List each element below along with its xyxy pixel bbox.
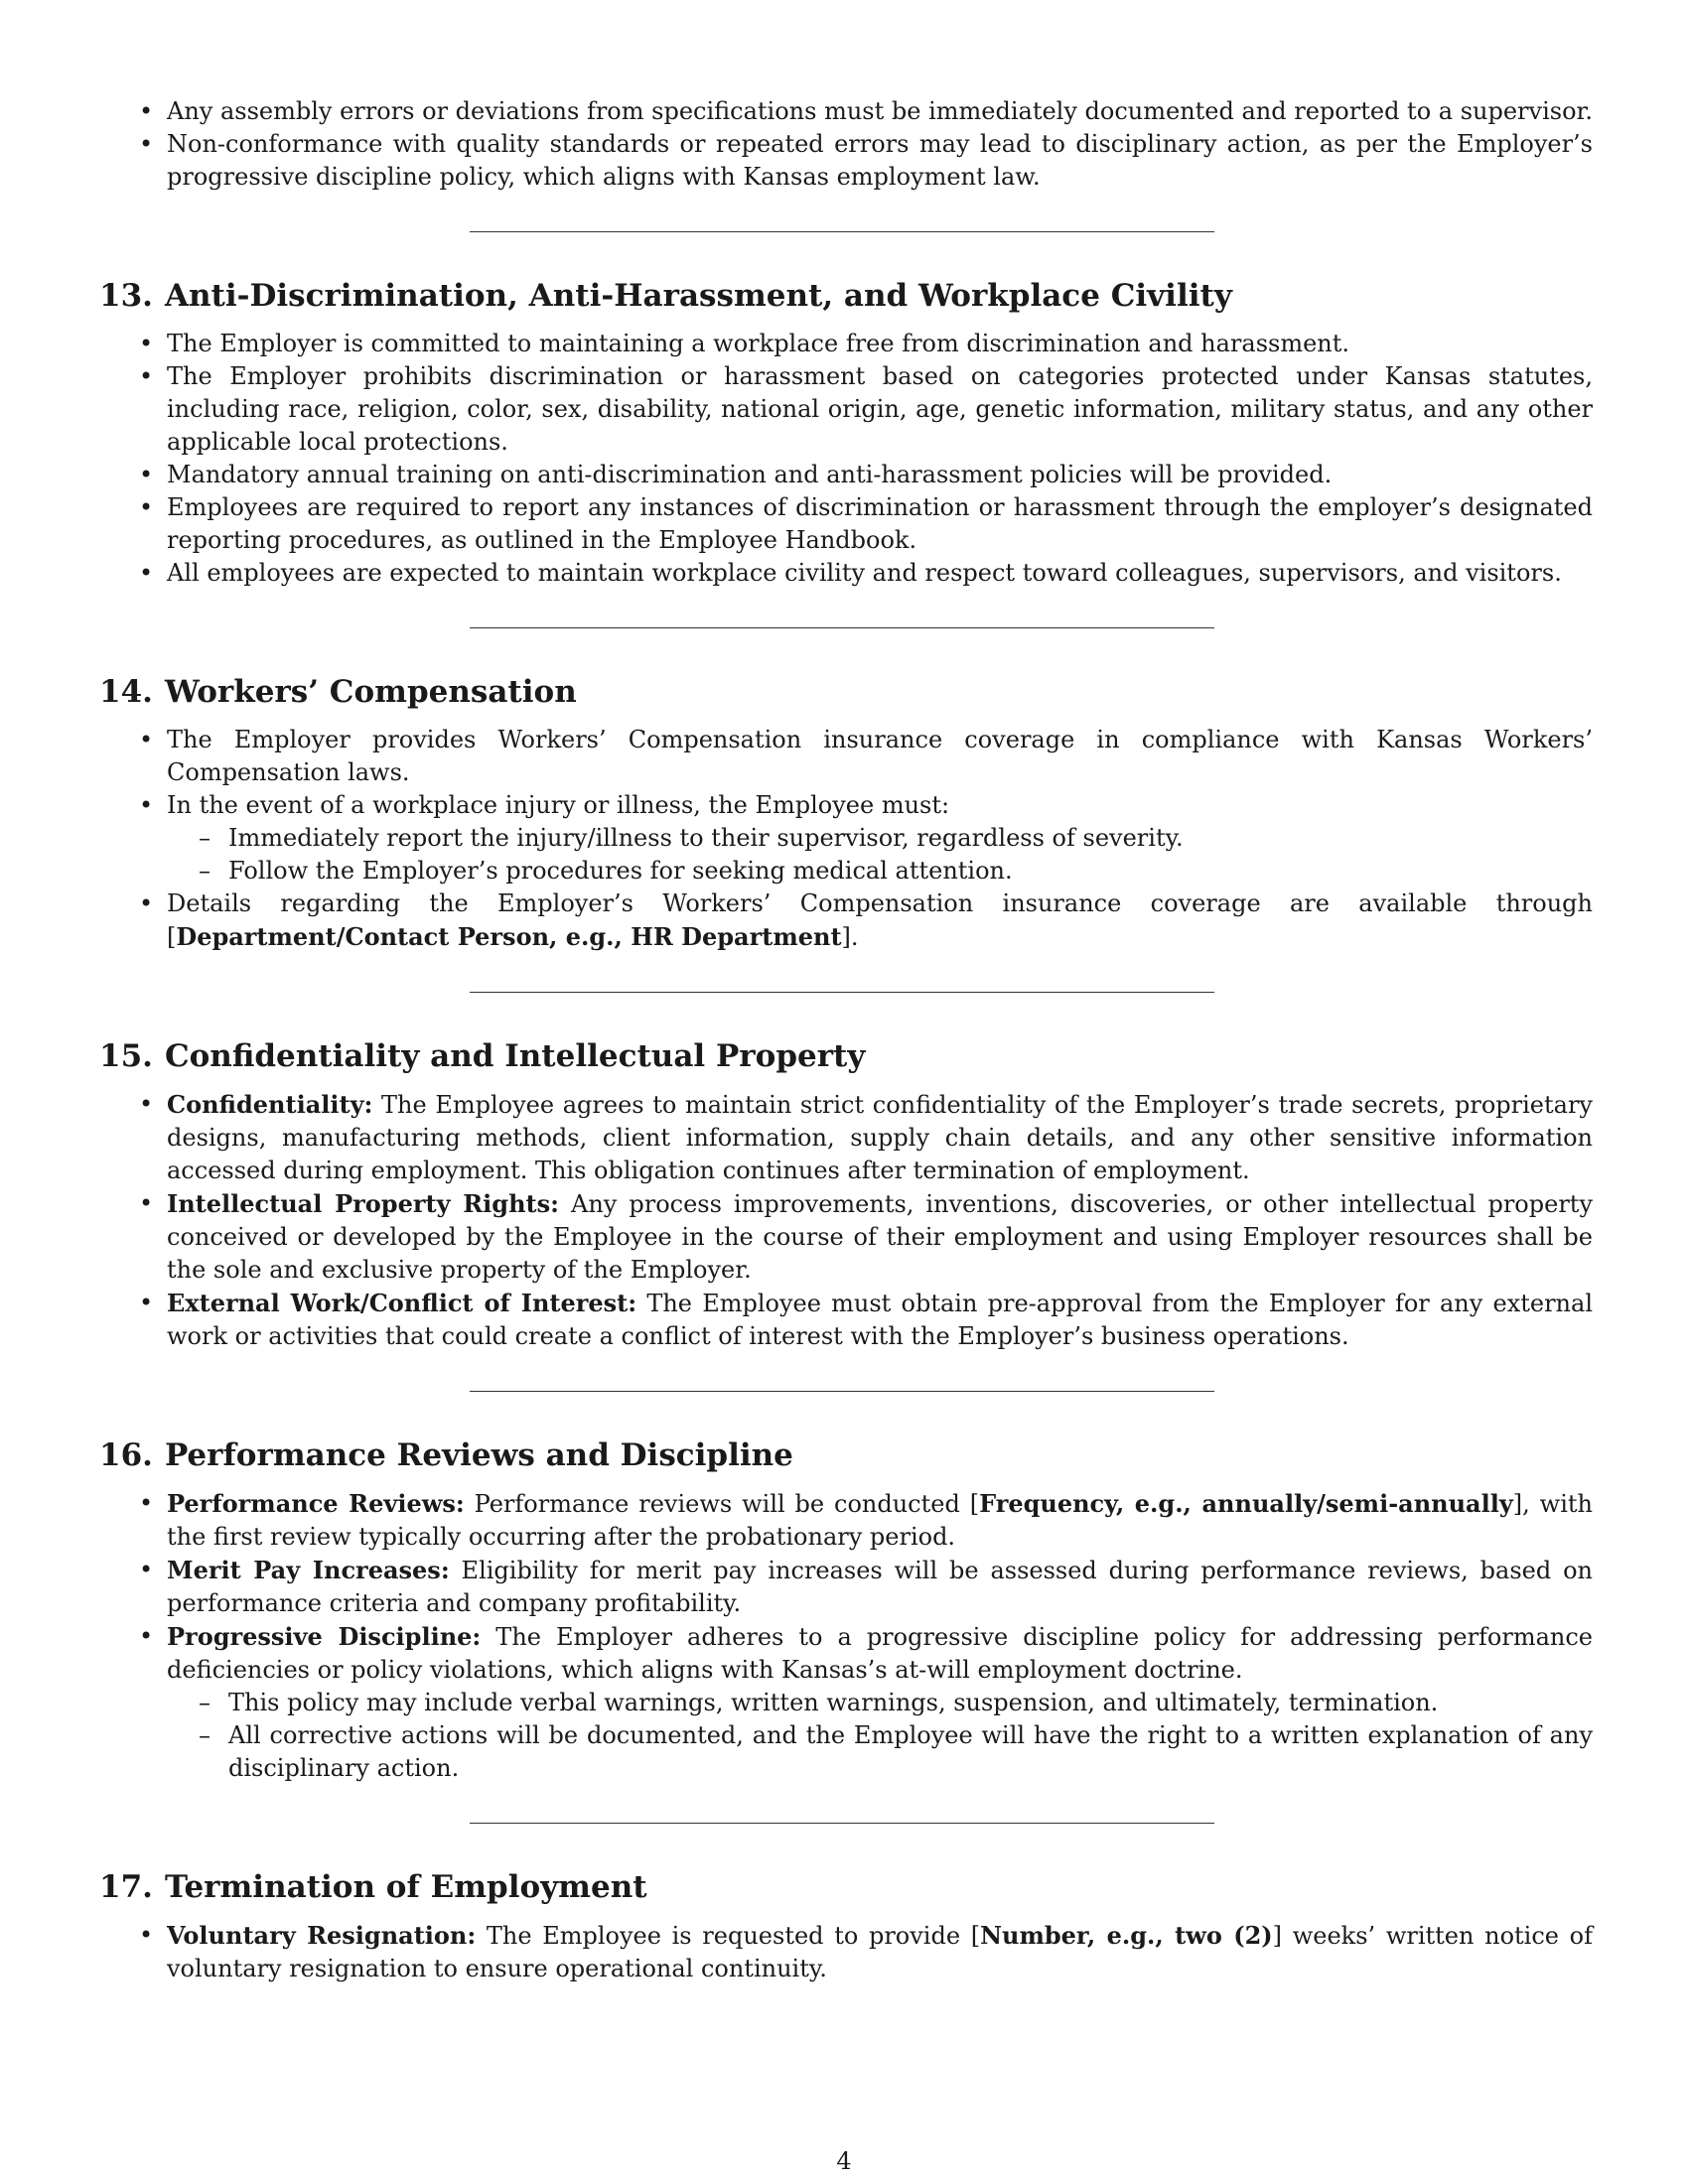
list-item: • Mandatory annual training on anti-discrimination and anti-harassment policies will be provided. <box>167 459 1593 491</box>
list-item-text: ] weeks’ written notice of voluntary resignation to ensure operational continuity. <box>167 1922 1594 1982</box>
list-item <box>167 887 1593 954</box>
item-lead: Intellectual Property Rights: <box>167 1189 559 1218</box>
sub-list-item: – Immediately report the injury/illness to their supervisor, regardless of severity. <box>228 822 1593 855</box>
section-16-heading <box>99 1435 1593 1475</box>
section-17-heading <box>99 1867 1593 1907</box>
section-divider <box>470 627 1214 628</box>
sub-list <box>167 822 1593 887</box>
list-item <box>167 1919 1593 1985</box>
list-item-text: Details regarding the Employer’s Workers’ Compensation insurance coverage are available through [ <box>167 889 1593 951</box>
section-13-list <box>99 328 1593 590</box>
list-item: • Employees are required to report any instances of discrimination or harassment through the employer’s designated reporting procedures, as outlined in the Employee Handbook. <box>167 491 1593 557</box>
item-lead: Confidentiality: <box>167 1090 373 1119</box>
list-item: • The Employer prohibits discrimination or harassment based on categories protected under Kansas statutes, including race, religion, color, sex, disability, national origin, age, genetic information, military status, and any other applicable local protections. <box>167 360 1593 459</box>
placeholder-text: Number, e.g., two (2) <box>980 1921 1273 1950</box>
page-content <box>99 95 1593 1985</box>
list-item-text: The Employee agrees to maintain strict confidentiality of the Employer’s trade secrets, proprietary designs, manufacturing methods, client information, supply chain details, and any other sensitive information accessed during employment. This obligation continues after termination of employment. <box>167 1091 1593 1184</box>
item-lead: External Work/Conflict of Interest: <box>167 1289 637 1317</box>
section-17-list <box>99 1919 1593 1985</box>
placeholder-text: Frequency, e.g., annually/semi-annually <box>979 1489 1513 1518</box>
list-item: • Non-conformance with quality standards or repeated errors may lead to disciplinary action, as per the Employer’s progressive discipline policy, which aligns with Kansas employment law. <box>167 128 1593 194</box>
list-item <box>167 1287 1593 1353</box>
list-item-text: Any process improvements, inventions, discoveries, or other intellectual property conceived or developed by the Employee in the course of their employment and using Employer resources shall be the sole and exclusive property of the Employer. <box>167 1190 1593 1284</box>
list-item: • The Employer is committed to maintaining a workplace free from discrimination and harassment. <box>167 328 1593 360</box>
section-15-list <box>99 1088 1593 1353</box>
list-item <box>167 1088 1593 1187</box>
sub-list <box>167 1687 1593 1785</box>
section-14-heading <box>99 672 1593 712</box>
list-item-text: The Employee must obtain pre-approval from the Employer for any external work or activities that could create a conflict of interest with the Employer’s business operations. <box>167 1290 1593 1350</box>
list-item <box>167 789 1593 887</box>
section-divider <box>470 1823 1214 1824</box>
section-15-heading <box>99 1036 1593 1076</box>
continued-list <box>99 95 1593 194</box>
page-number: 4 <box>836 2147 852 2175</box>
section-title: Confidentiality and Intellectual Property <box>164 1038 866 1074</box>
list-item: • The Employer provides Workers’ Compensation insurance coverage in compliance with Kansas Workers’ Compensation laws. <box>167 724 1593 789</box>
section-16-list <box>99 1487 1593 1785</box>
section-divider <box>470 1391 1214 1392</box>
section-title: Workers’ Compensation <box>164 674 577 710</box>
item-lead: Progressive Discipline: <box>167 1622 482 1651</box>
list-item-text: Performance reviews will be conducted [ <box>464 1490 980 1518</box>
list-item: • Any assembly errors or deviations from specifications must be immediately documented and reported to a supervisor. <box>167 95 1593 128</box>
section-number: 16. <box>99 1437 153 1473</box>
section-divider <box>470 992 1214 993</box>
list-item-text: Eligibility for merit pay increases will be assessed during performance reviews, based on performance criteria and company profitability. <box>167 1557 1593 1617</box>
placeholder-text: Department/Contact Person, e.g., HR Department <box>176 922 842 951</box>
list-item-text: The Employer adheres to a progressive discipline policy for addressing performance deficiencies or policy violations, which aligns with Kansas’s at-will employment doctrine. <box>167 1623 1594 1684</box>
section-title: Termination of Employment <box>164 1869 647 1905</box>
list-item <box>167 1554 1593 1620</box>
item-lead: Performance Reviews: <box>167 1489 465 1518</box>
list-item <box>167 1487 1593 1554</box>
section-14-list <box>99 724 1593 954</box>
section-number: 14. <box>99 674 153 710</box>
list-item: • All employees are expected to maintain workplace civility and respect toward colleagues, supervisors, and visitors. <box>167 557 1593 590</box>
section-divider <box>470 231 1214 232</box>
list-item-text: In the event of a workplace injury or illness, the Employee must: <box>167 791 950 819</box>
item-lead: Merit Pay Increases: <box>167 1556 450 1584</box>
sub-list-item: – This policy may include verbal warnings, written warnings, suspension, and ultimately, termination. <box>228 1687 1593 1719</box>
section-number: 13. <box>99 278 153 314</box>
section-title: Anti-Discrimination, Anti-Harassment, and Workplace Civility <box>164 278 1232 314</box>
sub-list-item: – All corrective actions will be documented, and the Employee will have the right to a written explanation of any disciplinary action. <box>228 1719 1593 1785</box>
sub-list-item: – Follow the Employer’s procedures for seeking medical attention. <box>228 855 1593 887</box>
section-number: 15. <box>99 1038 153 1074</box>
item-lead: Voluntary Resignation: <box>167 1921 477 1950</box>
section-title: Performance Reviews and Discipline <box>164 1437 793 1473</box>
list-item <box>167 1620 1593 1785</box>
list-item <box>167 1187 1593 1287</box>
section-13-heading <box>99 276 1593 316</box>
list-item-text: ], with the first review typically occurring after the probationary period. <box>167 1490 1593 1551</box>
list-item-text: The Employee is requested to provide [ <box>476 1922 981 1950</box>
section-number: 17. <box>99 1869 153 1905</box>
list-item-text: ]. <box>841 923 859 951</box>
